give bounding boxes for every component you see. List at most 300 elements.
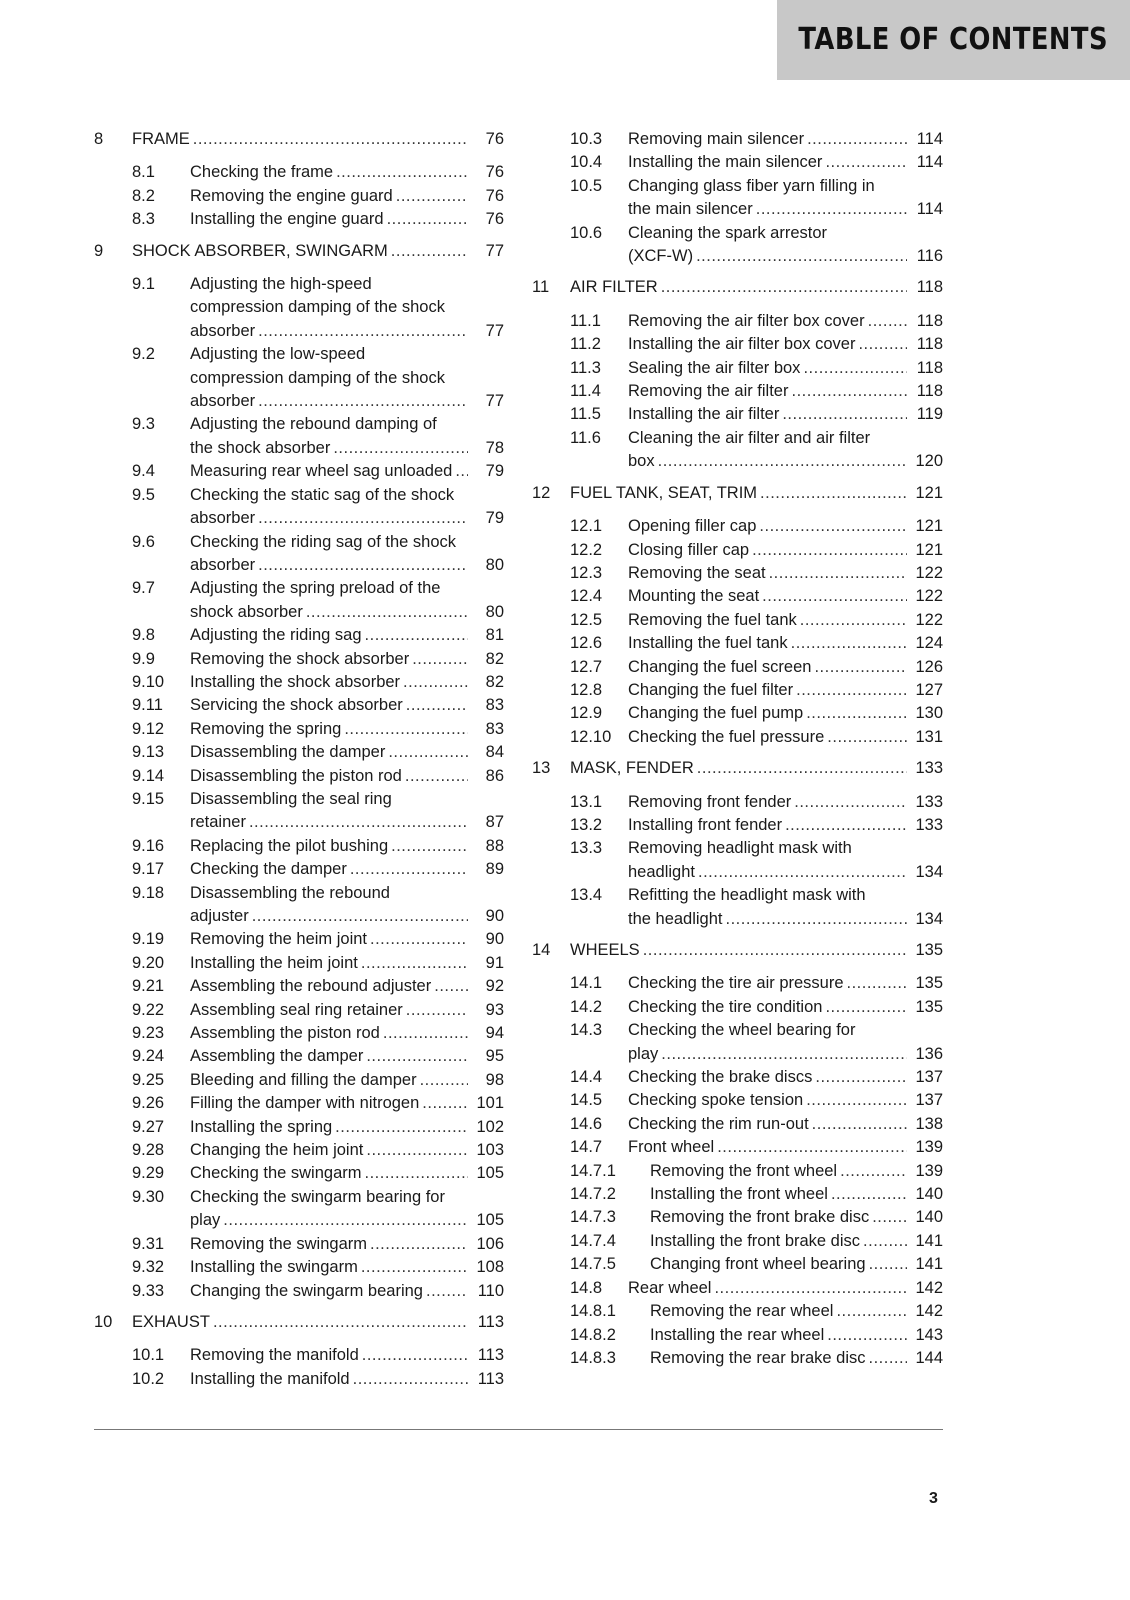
toc-entry-number: 13.1: [570, 792, 603, 811]
toc-page-number: 80: [485, 602, 504, 621]
toc-entry-title-line: Removing front fender: [628, 792, 792, 811]
toc-entry: [94, 952, 504, 975]
toc-entry-line: [628, 726, 943, 749]
toc-page-number: 135: [915, 974, 943, 993]
toc-page-number: 141: [915, 1231, 943, 1250]
toc-entry-text: [190, 1092, 504, 1115]
toc-entry-number: 14.7.4: [570, 1231, 616, 1250]
toc-entry: [532, 1206, 943, 1229]
toc-entry-number: 14.3: [570, 1021, 603, 1040]
toc-entry: [94, 882, 504, 929]
toc-entry-title-line: the shock absorber: [190, 438, 331, 457]
toc-entry-number: 9.17: [132, 860, 165, 879]
toc-entry-title-line: Adjusting the riding sag: [190, 626, 362, 645]
toc-entry-number: 10.1: [132, 1346, 165, 1365]
toc-entry: [532, 791, 943, 814]
toc-entry-title-line: Installing the front wheel: [650, 1185, 828, 1204]
toc-entry-text: [650, 1253, 943, 1276]
toc-entry-number: 10.2: [132, 1369, 165, 1388]
leader-dots: [825, 151, 907, 174]
leader-dots: [370, 928, 468, 951]
toc-entry: [94, 1368, 504, 1391]
toc-entry-title-line: Filling the damper with nitrogen: [190, 1094, 420, 1113]
leader-dots: [791, 380, 907, 403]
toc-entry: [532, 679, 943, 702]
leader-dots: [714, 1277, 907, 1300]
toc-entry-line: [190, 554, 504, 577]
toc-entry-number: 13.2: [570, 815, 603, 834]
toc-section: [94, 240, 504, 263]
toc-page-number: 124: [915, 634, 943, 653]
toc-entry-line: [628, 908, 943, 931]
toc-entry: [532, 1136, 943, 1159]
toc-entry-title-line: Removing the fuel tank: [628, 610, 797, 629]
toc-entry-title-line: Removing the seat: [628, 563, 766, 582]
leader-dots: [836, 1300, 907, 1323]
toc-entry: [94, 624, 504, 647]
toc-page-number: 121: [915, 517, 943, 536]
toc-entry-title-line: Changing the fuel screen: [628, 657, 812, 676]
toc-entry-number: 11.3: [570, 358, 601, 377]
toc-entry-number: 13.4: [570, 886, 603, 905]
toc-entry-title-line: Mounting the seat: [628, 587, 760, 606]
leader-dots: [335, 1116, 468, 1139]
toc-page-number: 136: [915, 1044, 943, 1063]
toc-entry-line: [628, 791, 943, 814]
toc-entry-number: 14.6: [570, 1114, 603, 1133]
toc-entry-title-line: Changing the heim joint: [190, 1141, 364, 1160]
leader-dots: [406, 999, 468, 1022]
leader-dots: [213, 1311, 468, 1334]
toc-page-number: 134: [915, 862, 943, 881]
toc-entry-text: [190, 835, 504, 858]
toc-entry-number: 14: [532, 941, 551, 959]
toc-entry-title-line: Disassembling the piston rod: [190, 766, 402, 785]
toc-page-number: 121: [915, 483, 943, 502]
toc-entry: [532, 310, 943, 333]
toc-entry-title-line: Installing the front brake disc: [650, 1231, 861, 1250]
toc-page-number: 82: [485, 672, 504, 691]
leader-dots: [868, 310, 907, 333]
toc-entry-number: 8: [94, 130, 104, 148]
toc-entry: [532, 175, 943, 222]
leader-dots: [791, 632, 907, 655]
toc-entry: [532, 585, 943, 608]
toc-entry-title-line: Removing the heim joint: [190, 930, 368, 949]
toc-page-number: 144: [915, 1348, 943, 1367]
toc-entry-text: [650, 1206, 943, 1229]
toc-entry-line: [190, 1280, 504, 1303]
toc-entry-text: [190, 1280, 504, 1303]
toc-entry-title-line: Installing the air filter box cover: [628, 335, 856, 354]
toc-entry-title-line: Removing main silencer: [628, 130, 805, 148]
toc-entry: [532, 632, 943, 655]
toc-page-number: 105: [476, 1164, 504, 1183]
toc-section: [532, 482, 943, 505]
toc-entry-text: [628, 1066, 943, 1089]
toc-page-number: 119: [916, 405, 943, 424]
toc-entry: [94, 788, 504, 835]
toc-entry-number: 14.2: [570, 997, 603, 1016]
toc-entry-line: [190, 460, 504, 483]
toc-entry-number: 9.25: [132, 1070, 165, 1089]
toc-entry-text: [628, 702, 943, 725]
toc-entry: [94, 1280, 504, 1303]
toc-entry: [94, 484, 504, 531]
leader-dots: [249, 811, 468, 834]
toc-entry-title-line: Checking the tire condition: [628, 997, 823, 1016]
toc-section: [94, 128, 504, 151]
toc-entry-number: 9.22: [132, 1000, 165, 1019]
toc-entry-line: [650, 1183, 943, 1206]
toc-entry-number: 10: [94, 1312, 113, 1331]
toc-entry-line: [190, 1022, 504, 1045]
toc-entry-text: [628, 427, 943, 474]
toc-entry-number: 14.7.2: [570, 1185, 616, 1204]
toc-entry: [532, 515, 943, 538]
leader-dots: [812, 1113, 907, 1136]
toc-entry-text: [628, 1136, 943, 1159]
toc-page-number: 133: [915, 792, 943, 811]
toc-page-number: 142: [915, 1278, 943, 1297]
toc-entry-number: 14.5: [570, 1091, 603, 1110]
toc-entry-text: [190, 648, 504, 671]
toc-entry-text: [628, 1089, 943, 1112]
toc-entry-title-line: Changing the fuel filter: [628, 680, 794, 699]
toc-entry: [94, 1045, 504, 1068]
toc-entry: [532, 539, 943, 562]
leader-dots: [252, 905, 468, 928]
toc-entry: [532, 1324, 943, 1347]
toc-entry-text: [628, 609, 943, 632]
toc-entry-text: [190, 273, 504, 343]
toc-page-number: 121: [915, 540, 943, 559]
toc-entry-title-line: Assembling the rebound adjuster: [190, 977, 432, 996]
toc-entry-title-line: Changing front wheel bearing: [650, 1255, 866, 1274]
toc-entry: [532, 972, 943, 995]
toc-entry-line: [628, 515, 943, 538]
toc-entry-line: [570, 276, 943, 299]
toc-entry-line: [190, 648, 504, 671]
toc-entry: [532, 357, 943, 380]
leader-dots: [422, 1092, 468, 1115]
toc-entry-text: [570, 939, 943, 962]
toc-entry-title-line: FUEL TANK, SEAT, TRIM: [570, 483, 758, 502]
toc-entry-title-line: Removing the manifold: [190, 1346, 359, 1365]
toc-entry-number: 12.1: [570, 517, 603, 536]
toc-entry-text: [628, 996, 943, 1019]
toc-page-number: 80: [485, 555, 504, 574]
toc-entry-line: [570, 482, 943, 505]
toc-entry-title-line: compression damping of the shock: [190, 298, 445, 317]
toc-entry-title-line: Bleeding and filling the damper: [190, 1070, 417, 1089]
page-number: 3: [929, 1490, 938, 1507]
toc-entry: [94, 1116, 504, 1139]
toc-entry-text: [190, 718, 504, 741]
toc-entry-text: [190, 975, 504, 998]
toc-entry-title-line: absorber: [190, 509, 256, 528]
toc-entry-title-line: Servicing the shock absorber: [190, 696, 403, 715]
toc-entry-line: [628, 1043, 943, 1066]
toc-entry-text: [132, 128, 504, 151]
toc-page-number: 114: [916, 153, 943, 172]
toc-page-number: 122: [915, 563, 943, 582]
leader-dots: [193, 128, 468, 151]
toc-entry-title-line: Measuring rear wheel sag unloaded: [190, 462, 453, 481]
leader-dots: [869, 1347, 907, 1370]
toc-entry: [94, 1256, 504, 1279]
toc-entry-title-line: the headlight: [628, 909, 723, 928]
toc-entry: [94, 765, 504, 788]
toc-entry: [94, 694, 504, 717]
leader-dots: [726, 908, 908, 931]
toc-entry-title-line: Checking spoke tension: [628, 1091, 804, 1110]
toc-entry-text: [628, 380, 943, 403]
toc-entry-line: [190, 320, 504, 343]
toc-entry: [532, 837, 943, 884]
toc-entry-title-line: Checking the riding sag of the shock: [190, 532, 456, 551]
toc-entry-line: [190, 1209, 504, 1232]
toc-entry-text: [628, 151, 943, 174]
leader-dots: [831, 1183, 907, 1206]
toc-entry-text: [190, 1022, 504, 1045]
toc-entry-number: 10.4: [570, 153, 603, 172]
toc-entry: [94, 741, 504, 764]
toc-entry-title-line: Closing filler cap: [628, 540, 750, 559]
toc-entry-number: 14.8.1: [570, 1302, 616, 1321]
toc-entry-text: [190, 1256, 504, 1279]
toc-page-number: 141: [915, 1255, 943, 1274]
toc-entry-number: 9.15: [132, 789, 165, 808]
toc-entry-text: [628, 585, 943, 608]
toc-entry-number: 8.3: [132, 210, 155, 229]
toc-entry-number: 11.2: [570, 335, 601, 354]
toc-page-number: 140: [915, 1208, 943, 1227]
leader-dots: [760, 482, 907, 505]
leader-dots: [697, 757, 907, 780]
toc-entry-title-line: Adjusting the high-speed: [190, 275, 372, 294]
toc-entry: [94, 185, 504, 208]
toc-entry: [532, 1230, 943, 1253]
leader-dots: [752, 539, 907, 562]
leader-dots: [661, 276, 907, 299]
leader-dots: [759, 515, 907, 538]
toc-entry-title-line: Checking the static sag of the shock: [190, 485, 455, 504]
toc-entry-number: 14.7.3: [570, 1208, 616, 1227]
toc-entry-line: [628, 539, 943, 562]
leader-dots: [370, 1233, 468, 1256]
toc-entry-number: 9.26: [132, 1094, 165, 1113]
toc-page-number: 108: [476, 1258, 504, 1277]
toc-entry-text: [628, 175, 943, 222]
toc-entry-title-line: Removing the air filter box cover: [628, 311, 865, 330]
toc-entry-number: 12.6: [570, 634, 603, 653]
toc-entry-title-line: EXHAUST: [132, 1312, 210, 1331]
toc-entry: [532, 1183, 943, 1206]
leader-dots: [366, 1139, 468, 1162]
toc-entry: [532, 222, 943, 269]
toc-section: [94, 1311, 504, 1334]
toc-entry-number: 9.13: [132, 743, 165, 762]
toc-entry: [94, 858, 504, 881]
toc-entry: [532, 333, 943, 356]
toc-entry-line: [190, 671, 504, 694]
toc-entry-title-line: Removing the front wheel: [650, 1161, 838, 1180]
toc-entry-title-line: WHEELS: [570, 941, 640, 959]
leader-dots: [803, 357, 907, 380]
toc-entry-text: [190, 185, 504, 208]
toc-entry-title-line: Sealing the air filter box: [628, 358, 801, 377]
toc-entry-number: 14.4: [570, 1068, 603, 1087]
toc-entry-title-line: Checking the swingarm bearing for: [190, 1187, 445, 1206]
toc-page-number: 77: [485, 321, 504, 340]
toc-entry-title-line: Checking the rim run-out: [628, 1114, 809, 1133]
leader-dots: [344, 718, 468, 741]
toc-entry-text: [570, 757, 943, 780]
toc-page-number: 126: [915, 657, 943, 676]
toc-page-number: 93: [485, 1000, 504, 1019]
toc-entry-number: 14.8.3: [570, 1348, 616, 1367]
toc-page-number: 143: [915, 1325, 943, 1344]
toc-entry-text: [628, 310, 943, 333]
toc-entry: [94, 1233, 504, 1256]
toc-entry-text: [628, 656, 943, 679]
toc-entry-title-line: Changing the swingarm bearing: [190, 1281, 423, 1300]
toc-entry: [532, 1113, 943, 1136]
toc-entry: [94, 1092, 504, 1115]
toc-section: [532, 276, 943, 299]
toc-entry-text: [628, 837, 943, 884]
toc-entry-line: [190, 975, 504, 998]
toc-entry-text: [190, 413, 504, 460]
toc-page-number: 130: [915, 704, 943, 723]
leader-dots: [403, 671, 468, 694]
toc-page-number: 79: [485, 509, 504, 528]
toc-page-number: 76: [485, 186, 504, 205]
toc-page-number: 114: [916, 130, 943, 148]
toc-page-number: 122: [915, 587, 943, 606]
toc-entry: [94, 1069, 504, 1092]
toc-entry: [532, 1066, 943, 1089]
toc-entry-line: [190, 1116, 504, 1139]
toc-entry-title-line: Removing the engine guard: [190, 186, 393, 205]
toc-page-number: 137: [915, 1068, 943, 1087]
toc-entry-number: 9.24: [132, 1047, 165, 1066]
toc-page-number: 77: [485, 392, 504, 411]
toc-entry-line: [190, 507, 504, 530]
toc-entry-title-line: Adjusting the rebound damping of: [190, 415, 437, 434]
toc-entry-number: 14.7.1: [570, 1161, 616, 1180]
toc-page-number: 103: [476, 1141, 504, 1160]
leader-dots: [223, 1209, 468, 1232]
toc-entry: [94, 1344, 504, 1367]
leader-dots: [388, 741, 468, 764]
toc-entry-title-line: FRAME: [132, 130, 190, 148]
toc-entry-title-line: Installing front fender: [628, 815, 783, 834]
leader-dots: [434, 975, 468, 998]
leader-dots: [869, 1253, 907, 1276]
leader-dots: [698, 861, 907, 884]
toc-entry-text: [650, 1183, 943, 1206]
toc-entry-text: [628, 357, 943, 380]
toc-entry-text: [190, 1186, 504, 1233]
toc-entry-number: 11.5: [570, 405, 601, 424]
toc-entry-line: [132, 128, 504, 151]
toc-entry-text: [628, 333, 943, 356]
toc-entry-number: 9.9: [132, 649, 155, 668]
toc-entry-title-line: Installing the rear wheel: [650, 1325, 825, 1344]
toc-entry-line: [190, 858, 504, 881]
toc-entry-number: 10.6: [570, 223, 603, 242]
toc-entry-line: [628, 403, 943, 426]
toc-entry: [94, 999, 504, 1022]
toc-entry-line: [628, 128, 943, 151]
toc-entry-number: 12: [532, 483, 551, 502]
toc-entry-text: [628, 679, 943, 702]
toc-page-number: 138: [915, 1114, 943, 1133]
toc-entry-title-line: Assembling the damper: [190, 1047, 364, 1066]
toc-entry: [94, 1186, 504, 1233]
toc-entry: [94, 671, 504, 694]
toc-entry-title-line: Assembling seal ring retainer: [190, 1000, 403, 1019]
toc-entry-number: 9.28: [132, 1141, 165, 1160]
toc-entry-text: [570, 276, 943, 299]
toc-entry-title-line: Rear wheel: [628, 1278, 712, 1297]
toc-entry-number: 12.3: [570, 563, 603, 582]
toc-entry-line: [190, 1368, 504, 1391]
leader-dots: [391, 835, 468, 858]
toc-entry-line: [628, 310, 943, 333]
toc-entry-title-line: Cleaning the spark arrestor: [628, 223, 828, 242]
toc-column-right: [532, 128, 943, 1370]
toc-entry-line: [190, 624, 504, 647]
toc-entry-number: 9.30: [132, 1187, 165, 1206]
toc-entry-title-line: Removing the shock absorber: [190, 649, 410, 668]
toc-page-number: 101: [476, 1094, 504, 1113]
toc-entry: [94, 835, 504, 858]
toc-page-number: 83: [485, 696, 504, 715]
leader-dots: [814, 656, 907, 679]
toc-entry-text: [628, 791, 943, 814]
toc-page-number: 118: [916, 278, 943, 297]
toc-entry: [532, 151, 943, 174]
toc-entry-number: 12.5: [570, 610, 603, 629]
toc-entry-title-line: Checking the tire air pressure: [628, 974, 844, 993]
toc-entry-text: [628, 814, 943, 837]
toc-entry-number: 12.7: [570, 657, 603, 676]
toc-entry-title-line: headlight: [628, 862, 695, 881]
toc-entry: [532, 1277, 943, 1300]
toc-entry-text: [650, 1324, 943, 1347]
toc-entry: [94, 1022, 504, 1045]
toc-entry-text: [650, 1347, 943, 1370]
toc-entry-line: [650, 1253, 943, 1276]
toc-entry-title-line: Removing the rear brake disc: [650, 1348, 866, 1367]
toc-entry-number: 9.20: [132, 953, 165, 972]
leader-dots: [847, 972, 907, 995]
toc-entry-line: [190, 601, 504, 624]
toc-entry-title-line: absorber: [190, 321, 256, 340]
leader-dots: [825, 996, 907, 1019]
toc-entry-title-line: Checking the damper: [190, 860, 347, 879]
toc-entry: [94, 161, 504, 184]
toc-entry-text: [628, 539, 943, 562]
toc-entry-line: [628, 1113, 943, 1136]
toc-page-number: 78: [485, 438, 504, 457]
toc-page-number: 113: [477, 1369, 504, 1388]
toc-entry-line: [628, 632, 943, 655]
toc-page-number: 87: [485, 813, 504, 832]
